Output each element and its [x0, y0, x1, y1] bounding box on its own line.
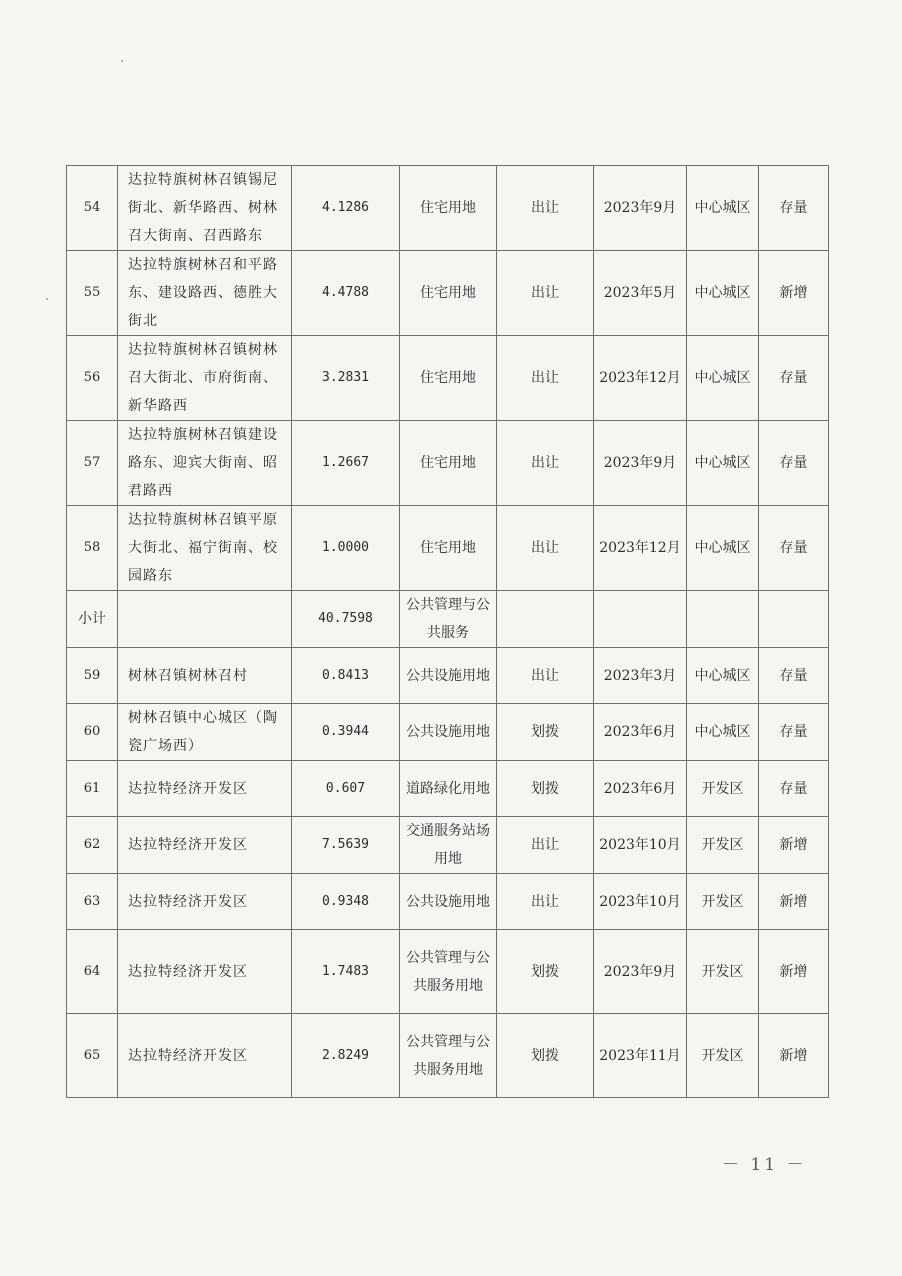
supply-method-cell: 出让: [497, 251, 594, 336]
supply-method-cell: 划拨: [497, 930, 594, 1014]
row-number: 63: [67, 874, 118, 930]
subtotal-label: 小计: [67, 591, 118, 648]
area-cell: 0.607: [292, 761, 400, 817]
location-cell: 达拉特经济开发区: [118, 930, 292, 1014]
supply-method-cell: 出让: [497, 336, 594, 421]
table-body-public: [67, 648, 829, 1098]
region-cell: 中心城区: [687, 251, 759, 336]
land-use-cell: 公共管理与公共服务用地: [400, 930, 497, 1014]
area-cell: 3.2831: [292, 336, 400, 421]
region-cell: 中心城区: [687, 336, 759, 421]
region-cell: 开发区: [687, 874, 759, 930]
area-cell: 7.5639: [292, 817, 400, 874]
area-cell: 0.9348: [292, 874, 400, 930]
table-body-residential: [67, 166, 829, 591]
table-row: [67, 648, 829, 704]
subtotal-location: [118, 591, 292, 648]
region-cell: 开发区: [687, 817, 759, 874]
region-cell: 开发区: [687, 761, 759, 817]
land-use-cell: 交通服务站场用地: [400, 817, 497, 874]
region-cell: 开发区: [687, 930, 759, 1014]
table-row: [67, 704, 829, 761]
subtotal-method: [497, 591, 594, 648]
land-use-cell: 公共管理与公共服务用地: [400, 1014, 497, 1098]
land-use-cell: 住宅用地: [400, 336, 497, 421]
scan-speck: [46, 298, 48, 300]
location-cell: 达拉特经济开发区: [118, 1014, 292, 1098]
row-number: 54: [67, 166, 118, 251]
region-cell: 中心城区: [687, 421, 759, 506]
area-cell: 0.8413: [292, 648, 400, 704]
status-cell: 存量: [759, 506, 829, 591]
supply-date-cell: 2023年12月: [594, 506, 687, 591]
status-cell: 存量: [759, 704, 829, 761]
location-cell: 达拉特经济开发区: [118, 874, 292, 930]
scan-speck: [121, 60, 123, 62]
supply-date-cell: 2023年9月: [594, 930, 687, 1014]
land-use-cell: 道路绿化用地: [400, 761, 497, 817]
row-number: 61: [67, 761, 118, 817]
table-row: [67, 336, 829, 421]
location-cell: 达拉特经济开发区: [118, 761, 292, 817]
region-cell: 中心城区: [687, 166, 759, 251]
status-cell: 新增: [759, 251, 829, 336]
supply-method-cell: 出让: [497, 648, 594, 704]
subtotal-use: 公共管理与公共服务: [400, 591, 497, 648]
status-cell: 存量: [759, 761, 829, 817]
status-cell: 存量: [759, 166, 829, 251]
land-use-cell: 公共设施用地: [400, 874, 497, 930]
supply-date-cell: 2023年9月: [594, 166, 687, 251]
subtotal-region: [687, 591, 759, 648]
location-cell: 达拉特旗树林召镇平原大街北、福宁街南、校园路东: [118, 506, 292, 591]
table-row: [67, 251, 829, 336]
location-cell: 达拉特旗树林召镇树林召大街北、市府街南、新华路西: [118, 336, 292, 421]
area-cell: 0.3944: [292, 704, 400, 761]
supply-method-cell: 划拨: [497, 1014, 594, 1098]
area-cell: 4.4788: [292, 251, 400, 336]
location-cell: 达拉特旗树林召镇锡尼街北、新华路西、树林召大街南、召西路东: [118, 166, 292, 251]
supply-date-cell: 2023年9月: [594, 421, 687, 506]
status-cell: 新增: [759, 930, 829, 1014]
supply-method-cell: 出让: [497, 874, 594, 930]
area-cell: 2.8249: [292, 1014, 400, 1098]
row-number: 62: [67, 817, 118, 874]
supply-method-cell: 划拨: [497, 704, 594, 761]
region-cell: 中心城区: [687, 648, 759, 704]
table-row: [67, 817, 829, 874]
supply-date-cell: 2023年6月: [594, 704, 687, 761]
area-cell: 4.1286: [292, 166, 400, 251]
subtotal-row: [67, 591, 829, 648]
subtotal-status: [759, 591, 829, 648]
supply-method-cell: 出让: [497, 166, 594, 251]
area-cell: 1.0000: [292, 506, 400, 591]
status-cell: 新增: [759, 1014, 829, 1098]
row-number: 64: [67, 930, 118, 1014]
table-row: [67, 930, 829, 1014]
region-cell: 开发区: [687, 1014, 759, 1098]
supply-date-cell: 2023年6月: [594, 761, 687, 817]
land-supply-table: [66, 165, 829, 1098]
area-cell: 1.7483: [292, 930, 400, 1014]
location-cell: 达拉特经济开发区: [118, 817, 292, 874]
row-number: 65: [67, 1014, 118, 1098]
subtotal-date: [594, 591, 687, 648]
subtotal-area: 40.7598: [292, 591, 400, 648]
table-subtotal: [67, 591, 829, 648]
supply-date-cell: 2023年12月: [594, 336, 687, 421]
table-row: [67, 166, 829, 251]
location-cell: 达拉特旗树林召和平路东、建设路西、德胜大街北: [118, 251, 292, 336]
land-use-cell: 住宅用地: [400, 506, 497, 591]
region-cell: 中心城区: [687, 506, 759, 591]
row-number: 56: [67, 336, 118, 421]
supply-date-cell: 2023年5月: [594, 251, 687, 336]
land-use-cell: 公共设施用地: [400, 704, 497, 761]
row-number: 58: [67, 506, 118, 591]
status-cell: 存量: [759, 336, 829, 421]
supply-method-cell: 划拨: [497, 761, 594, 817]
table-row: [67, 1014, 829, 1098]
location-cell: 达拉特旗树林召镇建设路东、迎宾大街南、昭君路西: [118, 421, 292, 506]
row-number: 60: [67, 704, 118, 761]
row-number: 59: [67, 648, 118, 704]
land-use-cell: 住宅用地: [400, 166, 497, 251]
table-row: [67, 506, 829, 591]
status-cell: 存量: [759, 648, 829, 704]
table-row: [67, 874, 829, 930]
location-cell: 树林召镇中心城区（陶瓷广场西）: [118, 704, 292, 761]
land-use-cell: 住宅用地: [400, 251, 497, 336]
supply-date-cell: 2023年10月: [594, 874, 687, 930]
location-cell: 树林召镇树林召村: [118, 648, 292, 704]
status-cell: 存量: [759, 421, 829, 506]
table-row: [67, 761, 829, 817]
supply-method-cell: 出让: [497, 506, 594, 591]
status-cell: 新增: [759, 817, 829, 874]
supply-date-cell: 2023年3月: [594, 648, 687, 704]
supply-date-cell: 2023年11月: [594, 1014, 687, 1098]
supply-method-cell: 出让: [497, 421, 594, 506]
table-row: [67, 421, 829, 506]
land-use-cell: 公共设施用地: [400, 648, 497, 704]
page-number: － 11 －: [722, 1155, 807, 1175]
row-number: 55: [67, 251, 118, 336]
region-cell: 中心城区: [687, 704, 759, 761]
supply-date-cell: 2023年10月: [594, 817, 687, 874]
row-number: 57: [67, 421, 118, 506]
area-cell: 1.2667: [292, 421, 400, 506]
status-cell: 新增: [759, 874, 829, 930]
land-use-cell: 住宅用地: [400, 421, 497, 506]
supply-method-cell: 出让: [497, 817, 594, 874]
